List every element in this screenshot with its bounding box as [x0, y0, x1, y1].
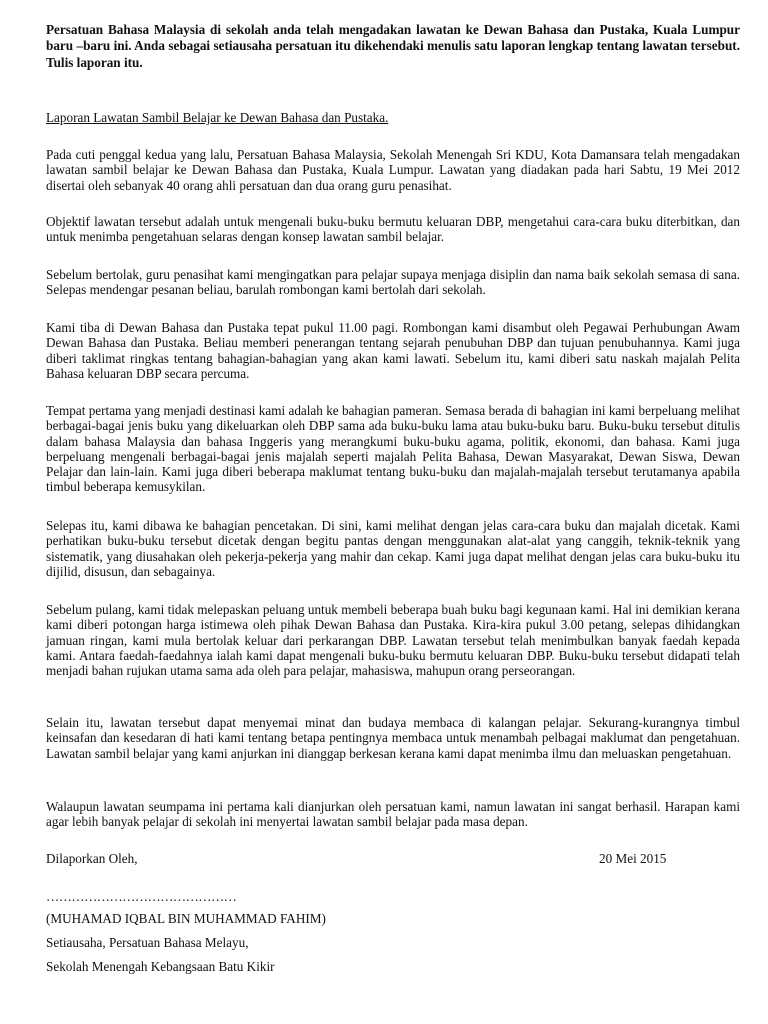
essay-question: Persatuan Bahasa Malaysia di sekolah anda telah mengadakan lawatan ke Dewan Bahasa dan Pustaka, Kuala Lumpur baru –baru ini. Anda sebagai setiausaha persatuan itu dikehendaki menulis satu laporan lengkap tentang lawatan tersebut. Tulis laporan itu. — [46, 22, 740, 70]
signatory-position: Setiausaha, Persatuan Bahasa Melayu, — [46, 935, 249, 950]
paragraph-before-return: Sebelum pulang, kami tidak melepaskan peluang untuk membeli beberapa buah buku bagi kegunaan kami. Hal ini demikian kerana kami diberi potongan harga istimewa oleh pihak Dewan Bahasa dan Pustaka. Kira-kira pukul 3.00 petang, selepas dihidangkan jamuan ringan, kami mula bertolak keluar dari perkarangan DBP. Lawatan tersebut telah menimbulkan banyak faedah kepada kami. Antara faedah-faedahnya ialah kami dapat mengenali buku-buku bermutu keluaran DBP. Buku-buku tersebut didapati telah menjadi bahan rujukan utama sama ada oleh para pelajar, mahasiswa, mahupun orang perseorangan. — [46, 602, 740, 679]
paragraph-conclusion: Walaupun lawatan seumpama ini pertama kali dianjurkan oleh persatuan kami, namun lawatan ini sangat berhasil. Harapan kami agar lebih banyak pelajar di sekolah ini menyertai lawatan sambil belajar pada masa depan. — [46, 799, 740, 830]
paragraph-exhibition: Tempat pertama yang menjadi destinasi kami adalah ke bahagian pameran. Semasa berada di bahagian ini kami berpeluang melihat berbagai-bagai jenis buku yang dikeluarkan oleh DBP sama ada buku-buku lama atau buku-buku baru. Buku-buku tersebut ditulis dalam bahasa Malaysia dan bahasa Inggeris yang merangkumi buku-buku agama, politik, ekonomi, dan bahasa. Kami juga berpeluang mengenali berbagai-bagai jenis majalah seperti majalah Pelita Bahasa, Dewan Masyarakat, Dewan Siswa, Dewan Pelajar dan lain-lain. Kami juga diberi beberapa maklumat tentang buku-buku dan majalah-majalah tersebut terutamanya apabila timbul beberapa kemusykilan. — [46, 403, 740, 495]
paragraph-introduction: Pada cuti penggal kedua yang lalu, Persatuan Bahasa Malaysia, Sekolah Menengah Sri KDU, Kota Damansara telah mengadakan lawatan sambil belajar ke Dewan Bahasa dan Pustaka, Kuala Lumpur. Lawatan yang diadakan pada hari Sabtu, 19 Mei 2012 disertai oleh sebanyak 40 orang ahli persatuan dan dua orang guru penasihat. — [46, 147, 740, 193]
signature-line: ……………………………………… — [46, 889, 237, 904]
paragraph-benefits: Selain itu, lawatan tersebut dapat menyemai minat dan budaya membaca di kalangan pelajar. Sekurang-kurangnya timbul keinsafan dan kesedaran di hati kami tentang betapa pentingnya membaca untuk menambah pelbagai maklumat dan pengetahuan. Lawatan sambil belajar yang kami anjurkan ini dianggap berkesan kerana kami dapat menimba ilmu dan meluaskan pengetahuan. — [46, 715, 740, 761]
paragraph-arrival: Kami tiba di Dewan Bahasa dan Pustaka tepat pukul 11.00 pagi. Rombongan kami disambut oleh Pegawai Perhubungan Awam Dewan Bahasa dan Pustaka. Beliau memberi penerangan tentang sejarah penubuhan DBP dan tujuan penubuhannya. Kami juga diberi taklimat ringkas tentang bahagian-bahagian yang akan kami lawati. Sebelum itu, kami diberi satu naskah majalah Pelita Bahasa keluaran DBP secara percuma. — [46, 320, 740, 381]
signatory-school: Sekolah Menengah Kebangsaan Batu Kikir — [46, 959, 275, 974]
report-title: Laporan Lawatan Sambil Belajar ke Dewan Bahasa dan Pustaka. — [46, 110, 389, 125]
paragraph-departure: Sebelum bertolak, guru penasihat kami mengingatkan para pelajar supaya menjaga disiplin dan nama baik sekolah semasa di sana. Selepas mendengar pesanan beliau, barulah rombongan kami bertolah dari sekolah. — [46, 267, 740, 298]
paragraph-objective: Objektif lawatan tersebut adalah untuk mengenali buku-buku bermutu keluaran DBP, mengetahui cara-cara buku diterbitkan, dan untuk menimba pengetahuan selaras dengan konsep lawatan sambil belajar. — [46, 214, 740, 245]
signatory-name: (MUHAMAD IQBAL BIN MUHAMMAD FAHIM) — [46, 911, 326, 926]
reported-by-label: Dilaporkan Oleh, — [46, 851, 138, 866]
report-date: 20 Mei 2015 — [599, 851, 667, 866]
paragraph-printing: Selepas itu, kami dibawa ke bahagian pencetakan. Di sini, kami melihat dengan jelas cara-cara buku dan majalah dicetak. Kami perhatikan buku-buku tersebut dicetak dengan begitu pantas dengan menggunakan alat-alat yang canggih, teknik-teknik yang sistematik, yang diusahakan oleh pekerja-pekerja yang mahir dan cekap. Kami juga dapat melihat dengan jelas cara buku-buku itu dijilid, disusun, dan sebagainya. — [46, 518, 740, 579]
